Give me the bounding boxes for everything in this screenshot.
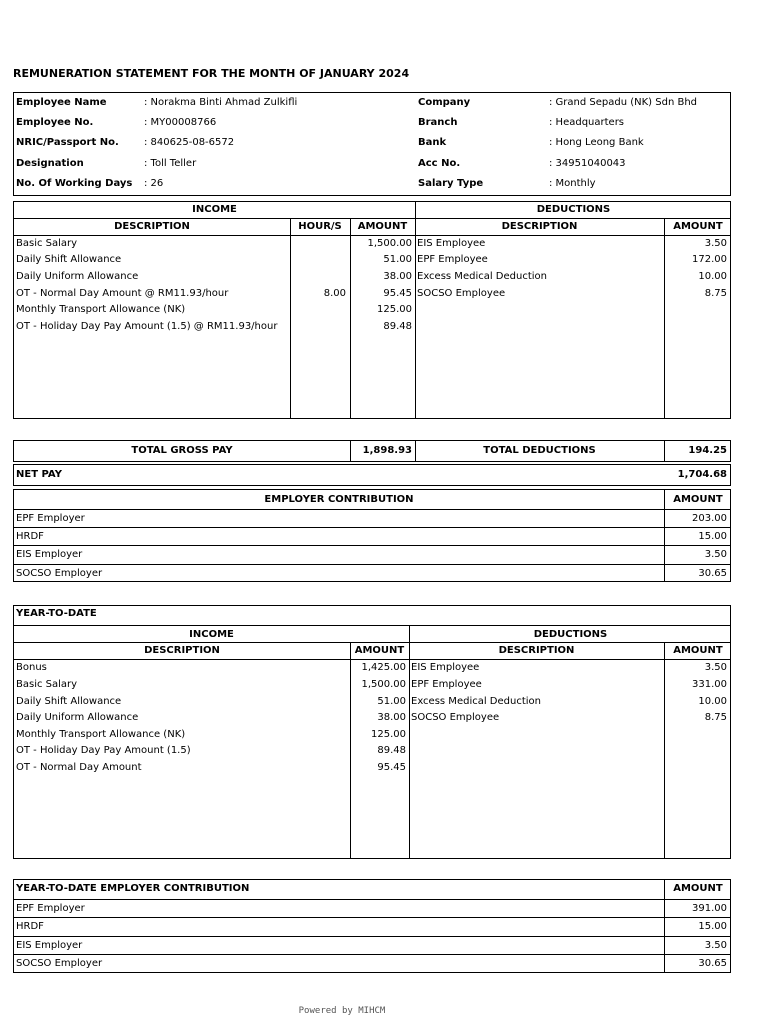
income-row: Daily Uniform Allowance 38.00	[16, 271, 412, 282]
employee-no-value: : MY00008766	[144, 117, 217, 128]
income-row: Monthly Transport Allowance (NK) 125.00	[16, 304, 412, 315]
ytd-deductions-description-header: DESCRIPTION	[498, 645, 575, 656]
ytd-deductions-header: DEDUCTIONS	[533, 629, 608, 640]
ytd-title: YEAR-TO-DATE	[16, 608, 97, 619]
nric-label: NRIC/Passport No.	[16, 137, 119, 148]
ytd-employer-contribution-header: YEAR-TO-DATE EMPLOYER CONTRIBUTION	[16, 883, 250, 894]
salary-type-value: : Monthly	[549, 178, 596, 189]
ytd-table	[13, 625, 731, 859]
ytd-employer-contribution-row: EPF Employer 391.00	[16, 903, 727, 914]
employer-contribution-table	[13, 489, 731, 582]
income-row: OT - Normal Day Amount @ RM11.93/hour 8.00 95.45	[16, 288, 412, 299]
ytd-deductions-amount-header: AMOUNT	[673, 645, 723, 656]
ytd-income-row: Daily Uniform Allowance 38.00	[16, 712, 406, 723]
deduction-row: EIS Employee 3.50	[417, 238, 727, 249]
total-gross-pay-value: 1,898.93	[362, 445, 412, 456]
deduction-row: Excess Medical Deduction 10.00	[417, 271, 727, 282]
income-row: Basic Salary 1,500.00	[16, 238, 412, 249]
ytd-employer-contribution-amount-header: AMOUNT	[673, 883, 723, 894]
ytd-income-row: Daily Shift Allowance 51.00	[16, 696, 406, 707]
ytd-income-row: OT - Normal Day Amount 95.45	[16, 762, 406, 773]
acc-no-value: : 34951040043	[549, 158, 626, 169]
net-pay-value: 1,704.68	[677, 469, 727, 480]
employee-name-label: Employee Name	[16, 97, 107, 108]
salary-type-label: Salary Type	[418, 178, 484, 189]
ytd-income-row: Basic Salary 1,500.00	[16, 679, 406, 690]
ytd-deduction-row: SOCSO Employee 8.75	[411, 712, 727, 723]
monthly-table	[13, 201, 731, 419]
ytd-title-row	[13, 605, 731, 626]
ytd-income-description-header: DESCRIPTION	[144, 645, 220, 656]
ytd-employer-contribution-row: HRDF 15.00	[16, 921, 727, 932]
bank-label: Bank	[418, 137, 447, 148]
page-title: REMUNERATION STATEMENT FOR THE MONTH OF JANUARY 2024	[13, 67, 410, 80]
total-deductions-value: 194.25	[688, 445, 727, 456]
branch-label: Branch	[418, 117, 458, 128]
income-description-header: DESCRIPTION	[114, 221, 190, 232]
ytd-employer-contribution-row: EIS Employer 3.50	[16, 940, 727, 951]
ytd-employer-contribution-row: SOCSO Employer 30.65	[16, 958, 727, 969]
ytd-deduction-row: Excess Medical Deduction 10.00	[411, 696, 727, 707]
deductions-amount-header: AMOUNT	[673, 221, 723, 232]
company-value: : Grand Sepadu (NK) Sdn Bhd	[549, 97, 698, 108]
ytd-income-row: OT - Holiday Day Pay Amount (1.5) 89.48	[16, 745, 406, 756]
total-gross-pay-label: TOTAL GROSS PAY	[131, 445, 233, 456]
nric-value: : 840625-08-6572	[144, 137, 235, 148]
employer-contribution-amount-header: AMOUNT	[673, 494, 723, 505]
total-deductions-label: TOTAL DEDUCTIONS	[483, 445, 596, 456]
bank-value: : Hong Leong Bank	[549, 137, 644, 148]
deductions-header: DEDUCTIONS	[536, 204, 611, 215]
ytd-income-row: Bonus 1,425.00	[16, 662, 406, 673]
income-row: Daily Shift Allowance 51.00	[16, 254, 412, 265]
ytd-deduction-row: EIS Employee 3.50	[411, 662, 727, 673]
employer-contribution-row: EPF Employer 203.00	[16, 513, 727, 524]
powered-by-footer: Powered by MIHCM	[298, 1006, 386, 1016]
deduction-row: EPF Employee 172.00	[417, 254, 727, 265]
working-days-label: No. Of Working Days	[16, 178, 133, 189]
net-pay-label: NET PAY	[16, 469, 62, 480]
hours-header: HOUR/S	[298, 221, 342, 232]
company-label: Company	[418, 97, 471, 108]
working-days-value: : 26	[144, 178, 164, 189]
designation-value: : Toll Teller	[144, 158, 197, 169]
employee-no-label: Employee No.	[16, 117, 94, 128]
income-amount-header: AMOUNT	[357, 221, 408, 232]
income-row: OT - Holiday Day Pay Amount (1.5) @ RM11.93/hour 89.48	[16, 321, 412, 332]
net-pay-row	[13, 464, 731, 486]
totals-row	[13, 440, 731, 462]
deductions-description-header: DESCRIPTION	[501, 221, 578, 232]
employer-contribution-row: HRDF 15.00	[16, 531, 727, 542]
ytd-income-row: Monthly Transport Allowance (NK) 125.00	[16, 729, 406, 740]
employer-contribution-header: EMPLOYER CONTRIBUTION	[264, 494, 414, 505]
acc-no-label: Acc No.	[418, 158, 461, 169]
employer-contribution-row: SOCSO Employer 30.65	[16, 568, 727, 579]
branch-value: : Headquarters	[549, 117, 625, 128]
employee-name-value: : Norakma Binti Ahmad Zulkifli	[144, 97, 298, 108]
ytd-income-header: INCOME	[189, 629, 234, 640]
ytd-deduction-row: EPF Employee 331.00	[411, 679, 727, 690]
designation-label: Designation	[16, 158, 84, 169]
employer-contribution-row: EIS Employer 3.50	[16, 549, 727, 560]
ytd-employer-contribution-table	[13, 879, 731, 973]
income-header: INCOME	[192, 204, 237, 215]
ytd-income-amount-header: AMOUNT	[354, 645, 405, 656]
deduction-row: SOCSO Employee 8.75	[417, 288, 727, 299]
employee-info	[13, 92, 731, 196]
